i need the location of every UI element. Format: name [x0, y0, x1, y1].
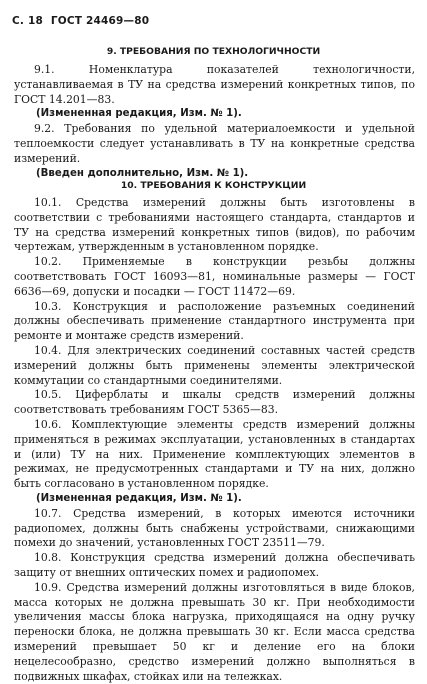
paragraph-10-5: 10.5. Циферблаты и шкалы средств измерений должны соответствовать требованиям ГОСТ 5365—83. — [14, 388, 415, 417]
paragraph-10-1: 10.1. Средства измерений должны быть изготовлены в соответствии с требованиями настоящего стандарта, стандартов и ТУ на средства измерений конкретных типов (видов), по рабочим чертежам, утвержденным в установленном порядке. — [14, 196, 415, 254]
section-10-title: 10. ТРЕБОВАНИЯ К КОНСТРУКЦИИ — [120, 180, 307, 191]
section-9-body — [14, 63, 415, 181]
paragraph-10-7: 10.7. Средства измерений, в которых имеются источники радиопомех, должны быть снабжены устройствами, снижающими помехи до значений, установленных ГОСТ 23511—79. — [14, 506, 415, 550]
amendment-note: (Измененная редакция, Изм. № 1). — [36, 492, 242, 504]
paragraph-10-8: 10.8. Конструкция средства измерений должна обеспечивать защиту от внешних оптических помех и радиопомех. — [14, 551, 415, 579]
amendment-note: (Измененная редакция, Изм. № 1). — [36, 108, 242, 120]
paragraph-9-1: 9.1. Номенклатура показателей технологичности, устанавливаемая в ТУ на средства измерений конкретных типов, по ГОСТ 14.201—83. — [14, 63, 415, 106]
page-number: С. 18 — [12, 15, 43, 27]
paragraph-10-9: 10.9. Средства измерений должны изготовляться в виде блоков, масса которых не должна превышать 30 кг. При необходимости увеличения массы блока нагрузка, приходящаяся на одну ручку переноски блока, не должна превышать 30 кг. Если масса средства измерений превышает 50 кг и деление его на блоки нецелесообразно, средство измерений должно выполняться в подвижных шкафах, стойках или на тележках. — [14, 580, 415, 683]
amendment-note: (Введен дополнительно, Изм. № 1). — [36, 167, 249, 179]
paragraph-10-3: 10.3. Конструкция и расположение разъемных соединений должны обеспечивать применение стандартного инструмента при ремонте и монтаже средств измерений. — [14, 299, 415, 343]
section-10-body — [14, 196, 415, 684]
page-header — [12, 15, 153, 27]
standard-code: ГОСТ 24469—80 — [50, 15, 150, 27]
paragraph-9-2: 9.2. Требования по удельной материалоемкости и удельной теплоемкости следует устанавливать в ТУ на конкретные средства измерений. — [14, 122, 415, 165]
paragraph-10-6: 10.6. Комплектующие элементы средств измерений должны применяться в режимах эксплуатации, установленных в стандартах и (или) ТУ на них. Применение комплектующих элементов в режимах, не предусмотренных стандартами и ТУ на них, должно быть согласовано в установленном порядке. — [14, 417, 415, 491]
paragraph-10-2: 10.2. Применяемые в конструкции резьбы должны соответствовать ГОСТ 16093—81, номинальные размеры — ГОСТ 6636—69, допуски и посадки — ГОСТ 11472—69. — [14, 255, 415, 298]
section-9-title: 9. ТРЕБОВАНИЯ ПО ТЕХНОЛОГИЧНОСТИ — [106, 46, 321, 57]
paragraph-10-4: 10.4. Для электрических соединений составных частей средств измерений должны быть применены элементы электрической коммутации со стандартными соединителями. — [14, 343, 415, 387]
